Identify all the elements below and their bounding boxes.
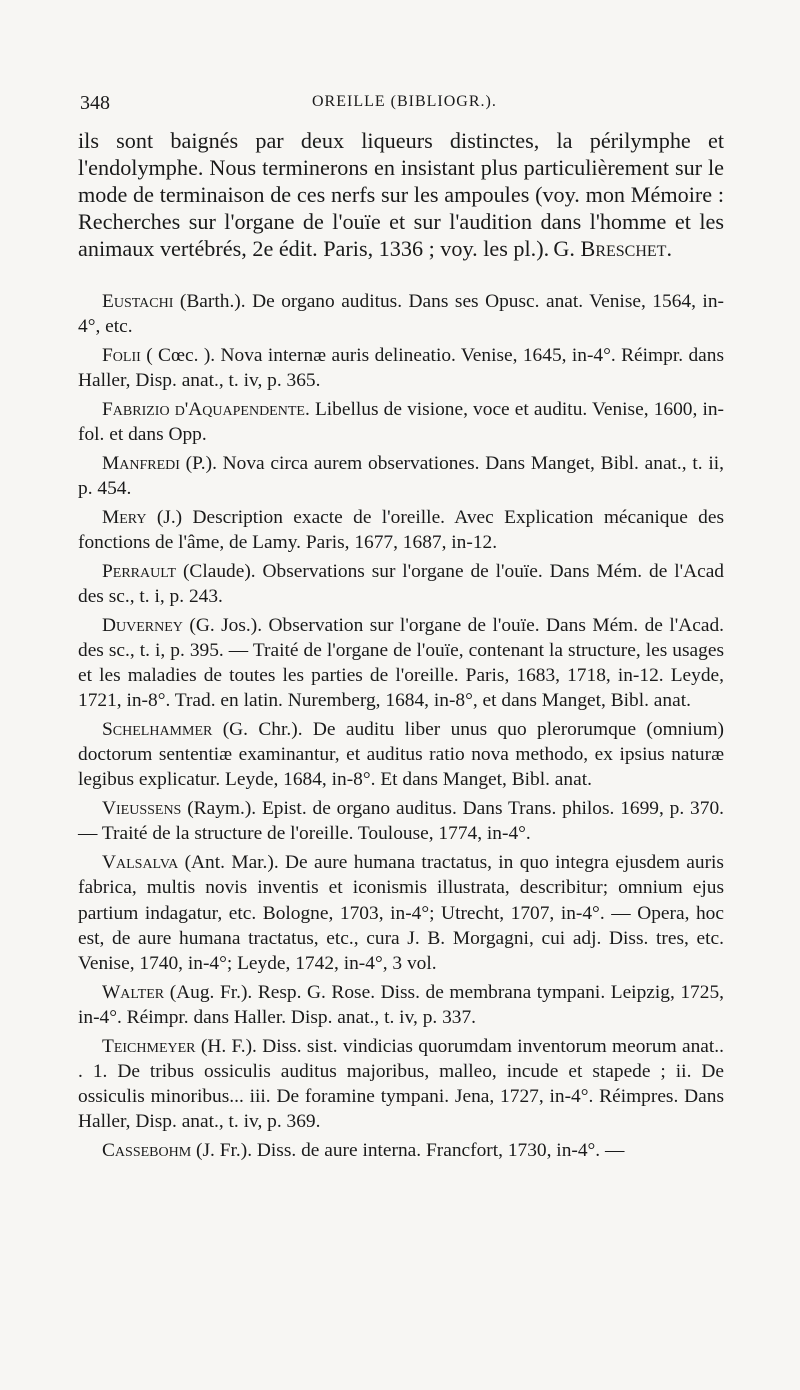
entry-author: Perrault (102, 560, 177, 582)
entry-author: Vieussens (102, 798, 182, 820)
entry-text: (P.). Nova circa aurem observationes. Dans Manget, Bibl. anat., t. ii, p. 454. (78, 452, 724, 499)
intro-paragraph (78, 128, 724, 263)
bibliography-list (78, 289, 724, 1164)
running-head: OREILLE (BIBLIOGR.). (312, 93, 497, 110)
bibliography-entry (78, 343, 724, 393)
entry-author: Cassebohm (102, 1140, 192, 1162)
entry-text: (Ant. Mar.). De aure humana tractatus, in quo integra ejusdem auris fabrica, multis novis inventis et iconismis illustrata, describitur; omnium ejus partium indagatur, etc. Bologne, 1703, in-4°; Utrecht, 1707, in-4°. — Opera, hoc est, de aure humana tractatus, etc., cura J. B. Morgagni, cui adj. Diss. tres, etc. Venise, 1740, in-4°; Leyde, 1742, in-4°, 3 vol. (78, 852, 724, 974)
page-number: 348 (80, 92, 110, 114)
entry-text: (Barth.). De organo auditus. Dans ses Opusc. anat. Venise, 1564, in-4°, etc. (78, 290, 724, 337)
entry-author: Fabrizio d'Aquapendente. (102, 398, 310, 420)
entry-text: (G. Jos.). Observation sur l'organe de l'ouïe. Dans Mém. de l'Acad. des sc., t. i, p. 395. — Traité de l'organe de l'ouïe, contenant la structure, les usages et les maladies de toutes les parties de l'oreille. Paris, 1683, 1718, in-12. Leyde, 1721, in-8°. Trad. en latin. Nuremberg, 1684, in-8°, et dans Manget, Bibl. anat. (78, 614, 724, 712)
entry-text: (Raym.). Epist. de organo auditus. Dans Trans. philos. 1699, p. 370. — Traité de la structure de l'oreille. Toulouse, 1774, in-4°. (78, 798, 724, 845)
entry-text: (J. Fr.). Diss. de aure interna. Francfort, 1730, in-4°. — (196, 1140, 625, 1162)
bibliography-entry (78, 289, 724, 339)
entry-author: Walter (102, 981, 165, 1003)
entry-text: (Claude). Observations sur l'organe de l'ouïe. Dans Mém. de l'Acad des sc., t. i, p. 243. (78, 560, 724, 607)
bibliography-entry (78, 451, 724, 501)
entry-text: Libellus de visione, voce et auditu. Venise, 1600, in-fol. et dans Opp. (78, 398, 724, 445)
entry-author: Duverney (102, 614, 183, 636)
entry-author: Eustachi (102, 290, 174, 312)
entry-author: Schelhammer (102, 718, 213, 740)
bibliography-entry (78, 559, 724, 609)
bibliography-entry (78, 717, 724, 793)
entry-text: (G. Chr.). De auditu liber unus quo plerorumque (omnium) doctorum sententiæ examinantur, et auditus ratio nova methodo, ex ipsius naturæ legibus explicatur. Leyde, 1684, in-8°. Et dans Manget, Bibl. anat. (78, 718, 724, 791)
author-signature: G. Breschet. (553, 235, 672, 261)
entry-author: Mery (102, 506, 147, 528)
bibliography-entry (78, 850, 724, 976)
entry-author: Valsalva (102, 852, 179, 874)
page-header (78, 88, 726, 118)
bibliography-entry (78, 1034, 724, 1135)
entry-text: (Aug. Fr.). Resp. G. Rose. Diss. de membrana tympani. Leipzig, 1725, in-4°. Réimpr. dans Haller. Disp. anat., t. iv, p. 337. (78, 981, 724, 1028)
bibliography-entry (78, 505, 724, 555)
entry-author: Folii (102, 344, 141, 366)
bibliography-entry (78, 980, 724, 1030)
intro-text: ils sont baignés par deux liqueurs distinctes, la périlymphe et l'endolymphe. Nous terminerons en insistant plus particulièrement sur le mode de terminaison de ces nerfs sur les ampoules (voy. mon Mémoire : Recherches sur l'organe de l'ouïe et sur l'audition dans l'homme et les animaux vertébrés, 2e édit. Paris, 1336 ; voy. les pl.). (78, 128, 724, 261)
entry-author: Manfredi (102, 452, 180, 474)
bibliography-entry (78, 397, 724, 447)
bibliography-entry (78, 796, 724, 846)
entry-author: Teichmeyer (102, 1035, 196, 1057)
entry-text: (J.) Description exacte de l'oreille. Avec Explication mécanique des fonctions de l'âme, de Lamy. Paris, 1677, 1687, in-12. (78, 506, 724, 553)
entry-text: ( Cœc. ). Nova internæ auris delineatio. Venise, 1645, in-4°. Réimpr. dans Haller, Disp. anat., t. iv, p. 365. (78, 344, 724, 391)
bibliography-entry (78, 613, 724, 714)
bibliography-entry (78, 1138, 724, 1163)
entry-text: (H. F.). Diss. sist. vindicias quorumdam inventorum meorum anat.. . 1. De tribus ossiculis auditus majoribus, malleo, incude et stapede ; ii. De ossiculis minoribus... iii. De foramine tympani. Jena, 1727, in-4°. Réimpres. Dans Haller, Disp. anat., t. iv, p. 369. (78, 1035, 724, 1133)
